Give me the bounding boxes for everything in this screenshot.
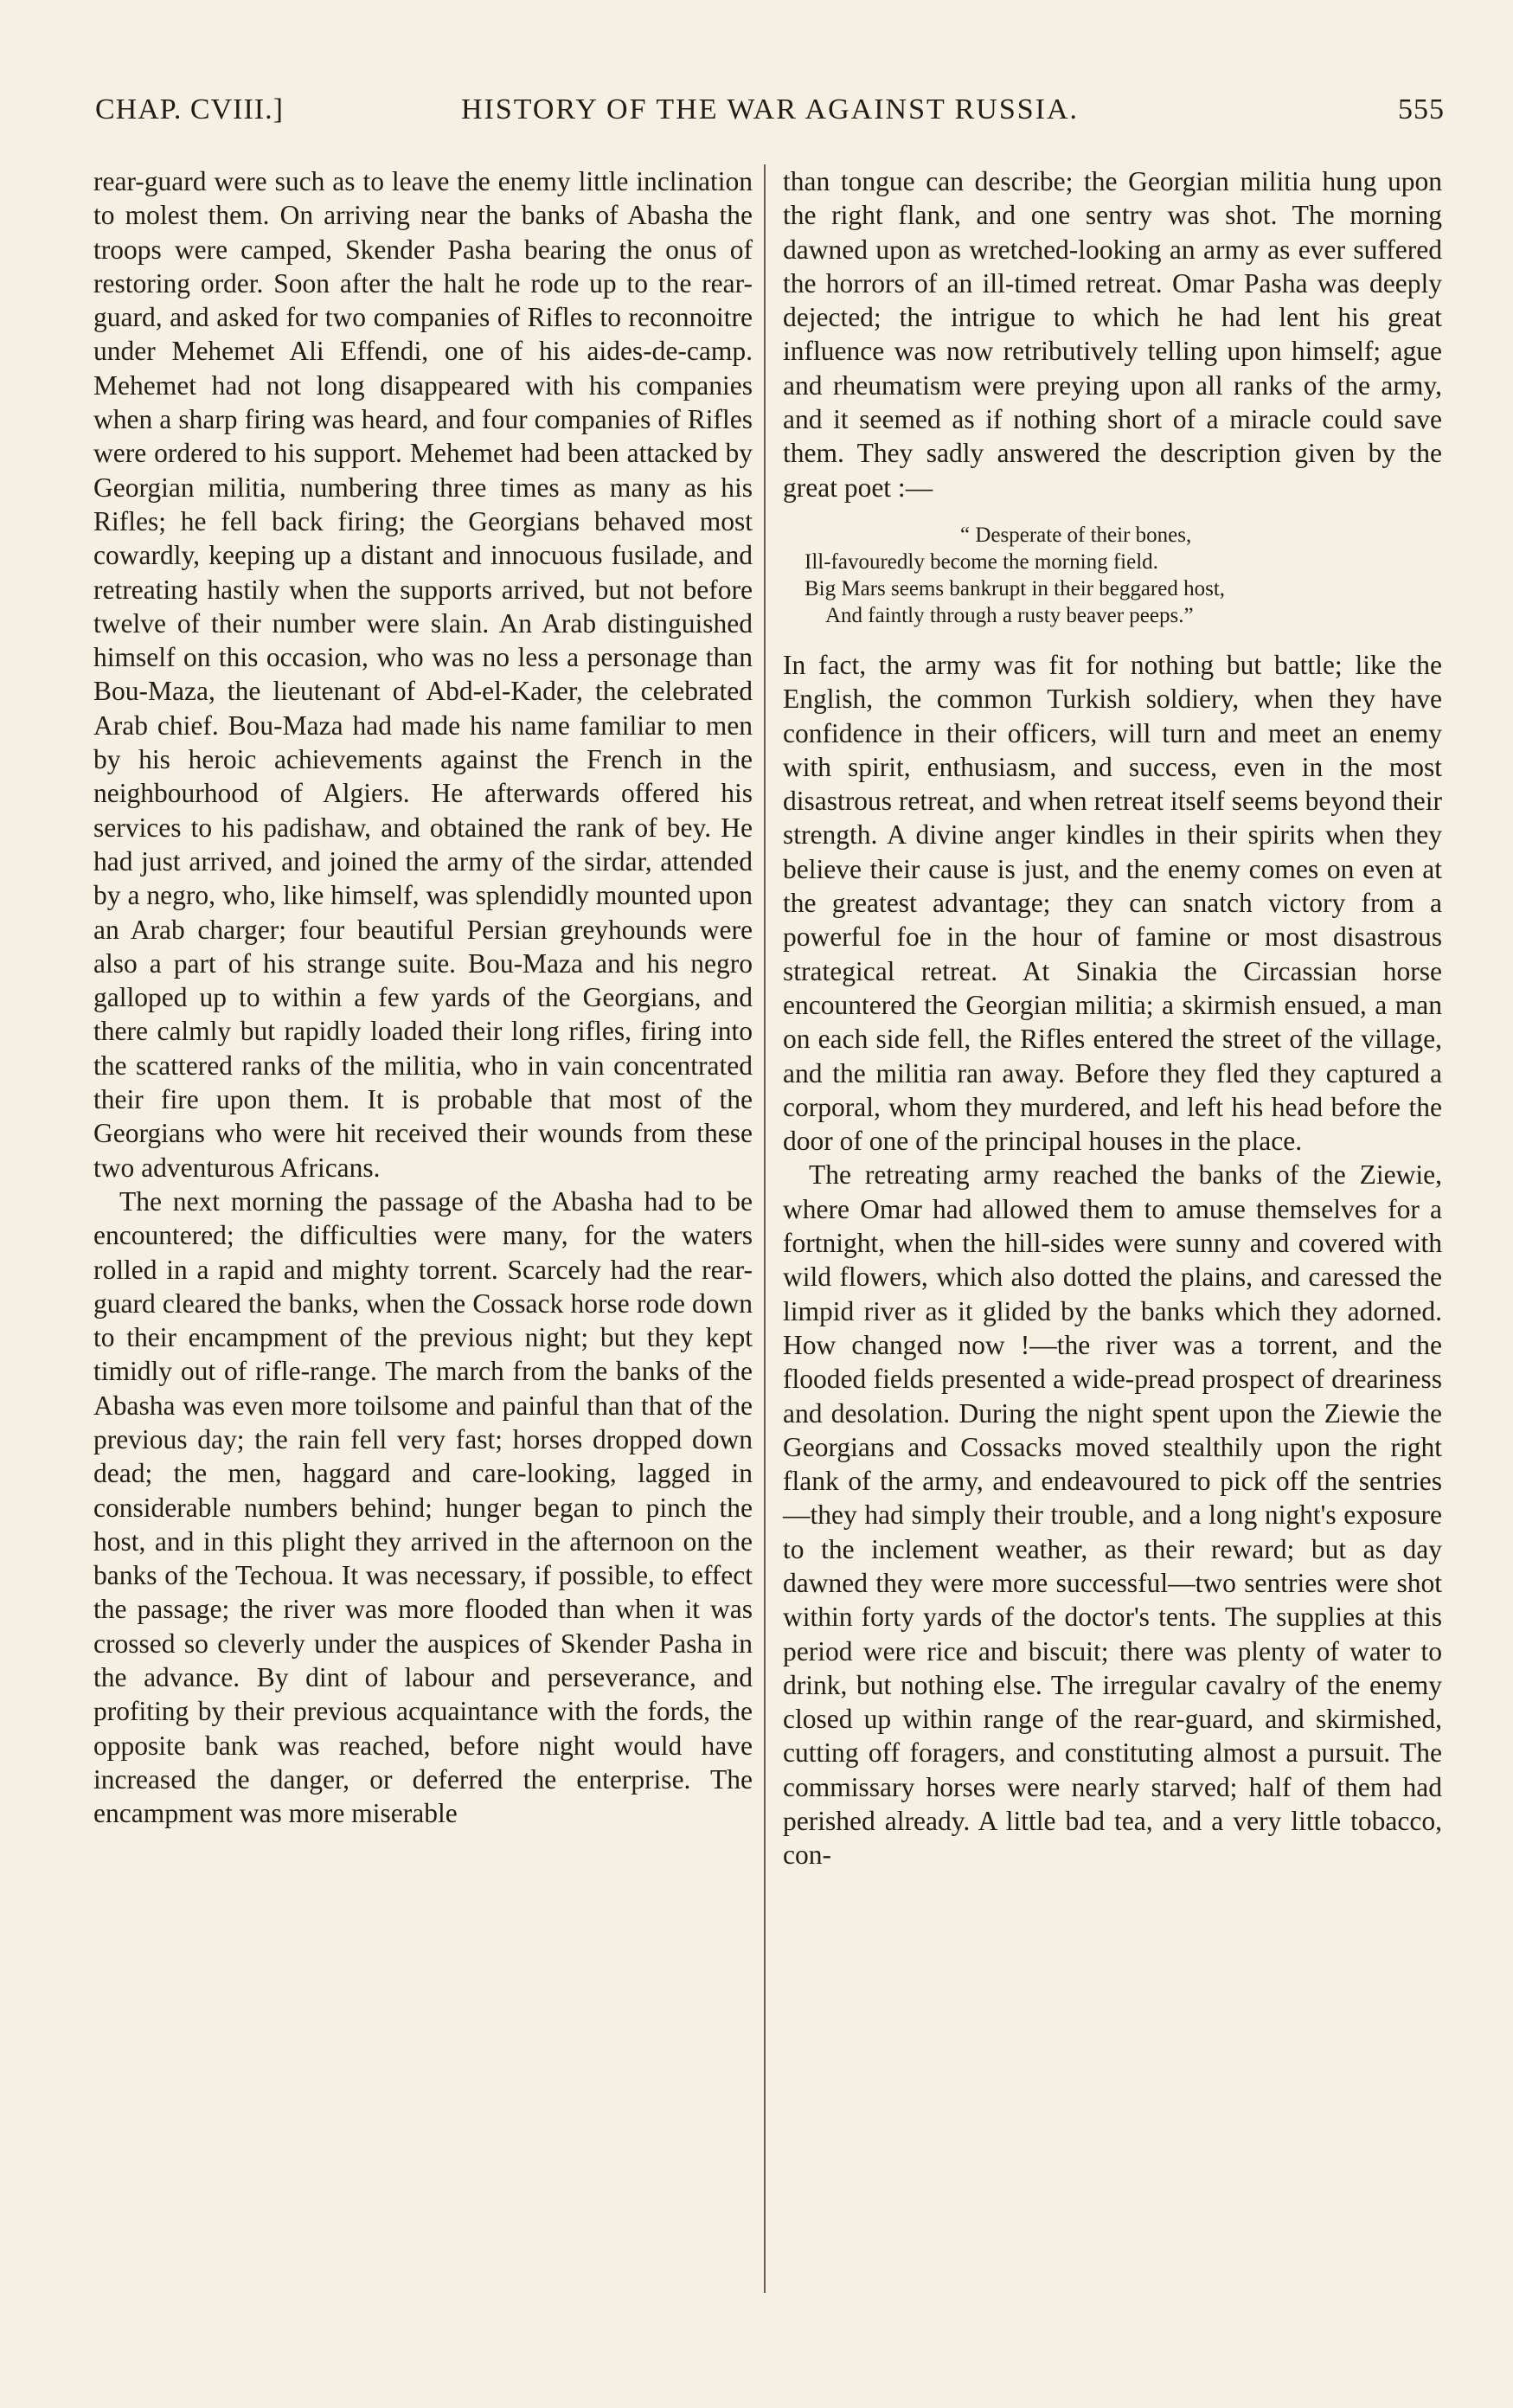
poem-quotation (805, 522, 1442, 629)
quote-line-3: Big Mars seems bankrupt in their beggared host, (805, 576, 1226, 600)
running-title: HISTORY OF THE WAR AGAINST RUSSIA. (460, 93, 1080, 125)
quote-line-1: “ Desperate of their bones, (960, 523, 1192, 547)
chapter-label: CHAP. CVIII.] (95, 93, 284, 125)
left-paragraph-1: rear-guard were such as to leave the enemy little inclination to molest them. On arriving near the banks of Abasha the troops were camped, Skender Pasha bearing the onus of restoring order. Soon after the halt he rode up to the rear-guard, and asked for two companies of Rifles to reconnoitre under Mehemet Ali Effendi, one of his aides-de-camp. Mehemet had not long disappeared with his companies when a sharp firing was heard, and four companies of Rifles were ordered to his support. Mehemet had been attacked by Georgian militia, numbering three times as many as his Rifles; he fell back firing; the Georgians behaved most cowardly, keeping up a distant and innocuous fusilade, and retreating hastily when the supports arrived, but not before twelve of their number were slain. An Arab distinguished himself on this occasion, who was no less a personage than Bou-Maza, the lieutenant of Abd-el-Kader, the celebrated Arab chief. Bou-Maza had made his name familiar to men by his heroic achievements against the French in the neighbourhood of Algiers. He afterwards offered his services to his padishaw, and obtained the rank of bey. He had just arrived, and joined the army of the sirdar, attended by a negro, who, like himself, was splendidly mounted upon an Arab charger; four beautiful Persian greyhounds were also a part of his strange suite. Bou-Maza and his negro galloped up to within a few yards of the Georgians, and there calmly but rapidly loaded their long rifles, firing into the scattered ranks of the militia, who in vain concentrated their fire upon them. It is probable that most of the Georgians who were hit received their wounds from these two adventurous Africans. (93, 166, 753, 1183)
page-number: 555 (1398, 93, 1445, 125)
quote-line-2: Ill-favouredly become the morning field. (805, 549, 1158, 574)
right-paragraph-3: The retreating army reached the banks of the Ziewie, where Omar had allowed them to amuse themselves for a fortnight, when the hill-sides were sunny and covered with wild flowers, which also dotted the plains, and caressed the limpid river as it glided by the banks which they adorned. How changed now !—the river was a torrent, and the flooded fields presented a wide-pread prospect of dreariness and desolation. During the night spent upon the Ziewie the Georgians and Cossacks moved stealthily upon the right flank of the army, and endeavoured to pick off the sentries—they had simply their trouble, and a long night's exposure to the inclement weather, as their reward; but as day dawned they were more successful—two sentries were shot within forty yards of the doctor's tents. The supplies at this period were rice and biscuit; there was plenty of water to drink, but nothing else. The irregular cavalry of the enemy closed up within range of the rear-guard, and skirmished, cutting off foragers, and constituting almost a pursuit. The commissary horses were nearly starved; half of them had perished already. A little bad tea, and a very little tobacco, con- (783, 1159, 1442, 1871)
right-paragraph-2: In fact, the army was fit for nothing but battle; like the English, the common Turkish soldiery, when they have confidence in their officers, will turn and meet an enemy with spirit, enthusiasm, and success, even in the most disastrous retreat, and when retreat itself seems beyond their strength. A divine anger kindles in their spirits when they believe their cause is just, and the enemy comes on even at the greatest advantage; they can snatch victory from a powerful foe in the hour of famine or most disastrous strategical retreat. At Sinakia the Circassian horse encountered the Georgian militia; a skirmish ensued, a man on each side fell, the Rifles entered the street of the village, and the militia ran away. Before they fled they captured a corporal, whom they murdered, and left his head before the door of one of the principal houses in the place. (783, 649, 1442, 1157)
right-column (783, 164, 1442, 1872)
running-header (95, 93, 1445, 137)
left-column (93, 164, 753, 1831)
left-paragraph-2: The next morning the passage of the Abasha had to be encountered; the difficulties were many, for the waters rolled in a rapid and mighty torrent. Scarcely had the rear-guard cleared the banks, when the Cossack horse rode down to their encampment of the previous night; but they kept timidly out of rifle-range. The march from the banks of the Abasha was even more toilsome and painful than that of the previous day; the rain fell very fast; horses dropped down dead; the men, haggard and care-looking, lagged in considerable numbers behind; hunger began to pinch the host, and in this plight they arrived in the afternoon on the banks of the Techoua. It was necessary, if possible, to effect the passage; the river was more flooded than when it was crossed so cleverly under the auspices of Skender Pasha in the advance. By dint of labour and perseverance, and profiting by their previous acquaintance with the fords, the opposite bank was reached, before night would have increased the danger, or deferred the enterprise. The encampment was more miserable (93, 1185, 753, 1829)
quote-line-4: And faintly through a rusty beaver peeps.” (825, 603, 1194, 627)
right-paragraph-1: than tongue can describe; the Georgian militia hung upon the right flank, and one sentry was shot. The morning dawned upon as wretched-looking an army as ever suffered the horrors of an ill-timed retreat. Omar Pasha was deeply dejected; the intrigue to which he had lent his great influence was now retributively telling upon himself; ague and rheumatism were preying upon all ranks of the army, and it seemed as if nothing short of a miracle could save them. They sadly answered the description given by the great poet :— (783, 166, 1442, 503)
column-divider (764, 164, 766, 2293)
